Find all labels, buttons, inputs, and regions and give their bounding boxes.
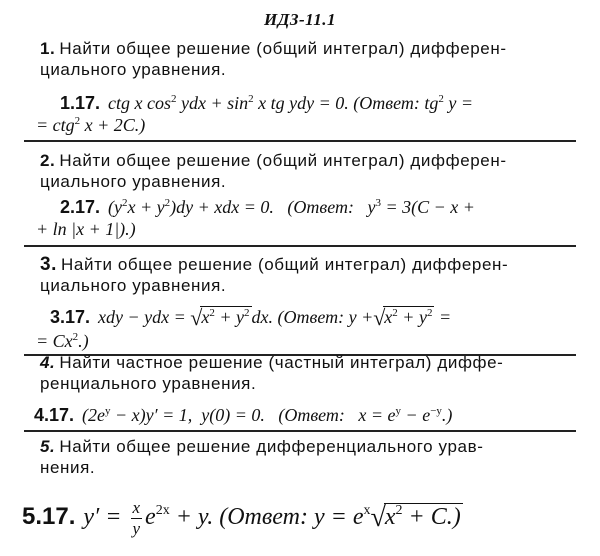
exponent: 2 bbox=[395, 503, 403, 519]
exponent: x bbox=[363, 503, 371, 519]
equation-part: x tg ydy = 0. bbox=[253, 93, 349, 113]
equation-part: x + y bbox=[127, 197, 165, 217]
exponent: 2 bbox=[164, 197, 171, 209]
divider bbox=[24, 245, 576, 247]
exponent: 2 bbox=[72, 331, 79, 343]
answer-label: (Ответ: bbox=[219, 504, 308, 531]
fraction-denominator: y bbox=[132, 519, 141, 538]
problem-3-17 bbox=[50, 306, 451, 329]
square-root: $√x^2 + C$.) bbox=[370, 502, 461, 534]
problem-number: 4.17. bbox=[34, 405, 75, 425]
task-text-line1: Найти общее решение (общий интеграл) дифферен- bbox=[61, 255, 509, 274]
task-number: 4. bbox=[40, 353, 56, 372]
task-number: 1. bbox=[40, 39, 56, 58]
answer-part: + ln |x + 1|).) bbox=[36, 219, 136, 239]
answer-part: + C.) bbox=[402, 504, 461, 531]
answer-part: = 3(C − x + bbox=[380, 197, 475, 217]
answer-part: − e bbox=[401, 405, 431, 425]
equation-part: dx. bbox=[251, 307, 274, 327]
answer-label: (Ответ: bbox=[277, 307, 345, 327]
answer-part: y = e bbox=[313, 504, 364, 531]
problem-5-17 bbox=[22, 498, 463, 539]
problem-number: 1.17. bbox=[60, 93, 101, 113]
exponent: −y bbox=[430, 405, 442, 417]
equation-part: y′ = bbox=[83, 504, 122, 531]
answer-part: x + 2C.) bbox=[80, 115, 146, 135]
answer-label: (Ответ: bbox=[353, 93, 420, 113]
exponent: 2 bbox=[171, 93, 177, 105]
fraction bbox=[131, 498, 143, 539]
answer-part: x bbox=[384, 307, 393, 327]
task-text-line2: циального уравнения. bbox=[40, 60, 227, 79]
exponent: 2 bbox=[392, 307, 398, 319]
task-text-line2: нения. bbox=[40, 458, 96, 477]
equation-part: ydx + sin bbox=[176, 93, 249, 113]
problem-number: 5.17. bbox=[22, 503, 76, 531]
equation-part: + y bbox=[214, 307, 245, 327]
equation-part: (2e bbox=[82, 405, 106, 425]
exponent: 2 bbox=[74, 115, 81, 127]
equation-part: )dy + xdx = 0. bbox=[170, 197, 274, 217]
fraction-numerator: x bbox=[132, 498, 141, 517]
exponent: 2 bbox=[244, 307, 250, 319]
task-text-line1: Найти частное решение (частный интеграл) диффе- bbox=[59, 353, 504, 372]
answer-part: y = bbox=[443, 93, 474, 113]
problem-3-17-line2 bbox=[36, 330, 89, 352]
answer-part: .) bbox=[441, 405, 453, 425]
square-root: $√x^2 + y^2$ bbox=[190, 305, 250, 330]
answer-part: tg bbox=[424, 93, 439, 113]
task-5 bbox=[40, 436, 566, 478]
exponent: 2x bbox=[155, 503, 170, 519]
exponent: y bbox=[395, 405, 402, 417]
task-4 bbox=[40, 352, 566, 394]
exponent: y bbox=[105, 405, 111, 417]
exponent: 2 bbox=[209, 307, 215, 319]
exponent: 2 bbox=[248, 93, 254, 105]
exponent: 2 bbox=[122, 197, 128, 209]
answer-part: x bbox=[384, 504, 396, 531]
divider bbox=[24, 140, 576, 142]
task-text-line1: Найти общее решение (общий интеграл) дифферен- bbox=[59, 151, 507, 170]
task-text-line2: ренциального уравнения. bbox=[40, 374, 257, 393]
task-2 bbox=[40, 150, 566, 192]
answer-part: + y bbox=[397, 307, 427, 327]
problem-2-17 bbox=[60, 196, 475, 218]
exponent: 2 bbox=[438, 93, 444, 105]
equation-part: (y bbox=[108, 197, 123, 217]
answer-part: y + bbox=[348, 307, 374, 327]
task-number: 3. bbox=[40, 254, 58, 275]
problem-2-17-line2 bbox=[36, 218, 136, 240]
answer-part: x = e bbox=[358, 405, 396, 425]
equation-part: − x)y′ = 1, bbox=[110, 405, 193, 425]
answer-part: = bbox=[434, 307, 452, 327]
problem-number: 3.17. bbox=[50, 307, 91, 327]
divider bbox=[24, 430, 576, 432]
task-number: 2. bbox=[40, 151, 56, 170]
answer-part: = ctg bbox=[36, 115, 75, 135]
problem-number: 2.17. bbox=[60, 197, 101, 217]
equation-part: ctg x cos bbox=[108, 93, 172, 113]
task-text-line1: Найти общее решение (общий интеграл) дифферен- bbox=[59, 39, 507, 58]
exponent: 2 bbox=[426, 307, 433, 319]
task-number: 5. bbox=[40, 437, 56, 456]
answer-label: (Ответ: bbox=[287, 197, 354, 217]
problem-1-17 bbox=[60, 92, 473, 114]
exponent: 3 bbox=[375, 197, 381, 209]
task-3 bbox=[40, 254, 566, 296]
answer-part: y bbox=[367, 197, 376, 217]
square-root: $√x^2 + y^2$ bbox=[373, 305, 433, 330]
equation-part: y(0) = 0. bbox=[201, 405, 265, 425]
problem-1-17-line2 bbox=[36, 114, 145, 136]
equation-part: x bbox=[201, 307, 210, 327]
task-text-line2: циального уравнения. bbox=[40, 276, 227, 295]
task-text-line2: циального уравнения. bbox=[40, 172, 227, 191]
answer-part: .) bbox=[78, 331, 89, 351]
task-1 bbox=[40, 38, 566, 80]
equation-part: + y. bbox=[175, 504, 214, 531]
problem-4-17 bbox=[34, 404, 452, 426]
task-text-line1: Найти общее решение дифференциального урав- bbox=[59, 437, 484, 456]
answer-label: (Ответ: bbox=[278, 405, 345, 425]
answer-part: = Cx bbox=[36, 331, 73, 351]
equation-part: xdy − ydx = bbox=[98, 307, 186, 327]
equation-part: e bbox=[145, 504, 156, 531]
page-title: ИДЗ-11.1 bbox=[264, 10, 336, 29]
